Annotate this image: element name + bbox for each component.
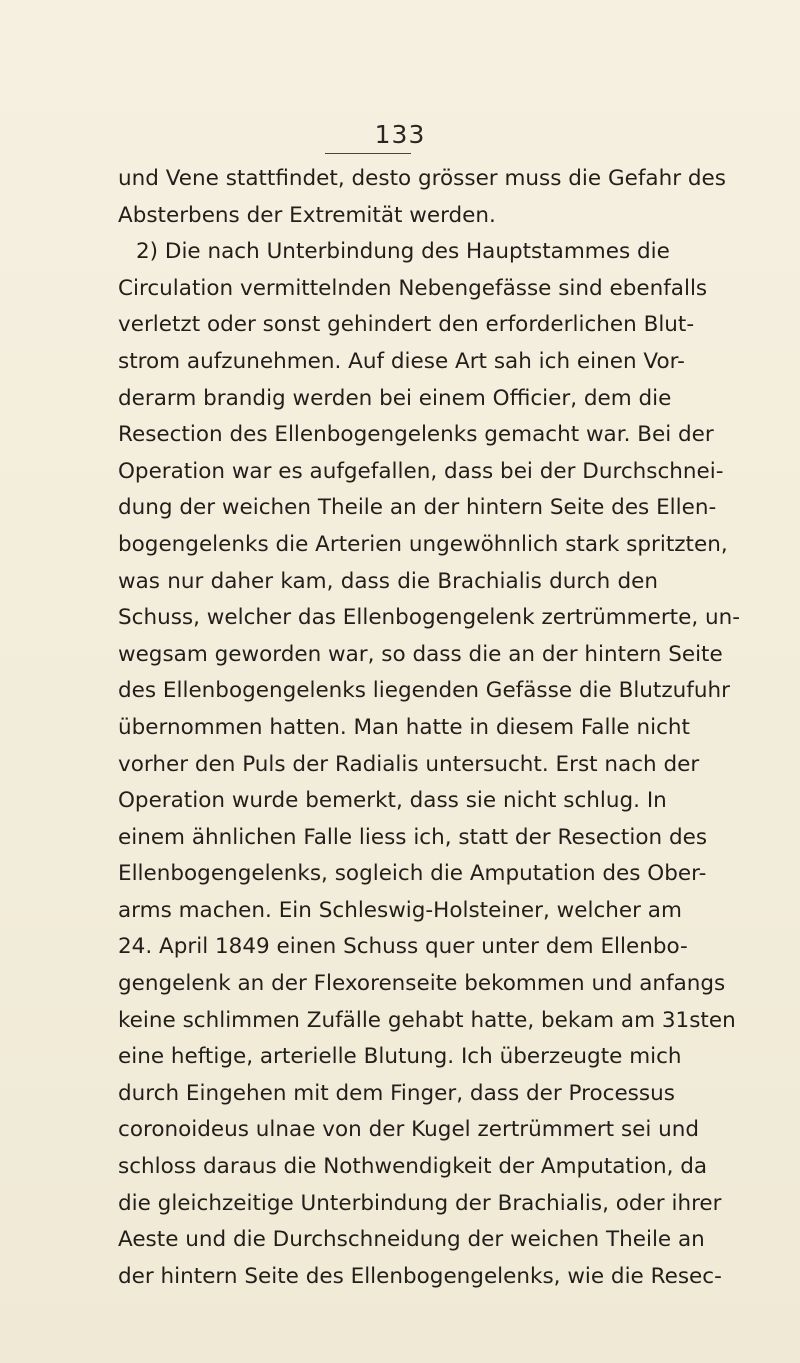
text-line: 2) Die nach Unterbindung des Hauptstammes die <box>136 239 670 265</box>
text-line: und Vene stattfindet, desto grösser muss die Gefahr des <box>118 166 726 191</box>
text-line: Aeste und die Durchschneidung der weichen Theile an <box>118 1227 705 1253</box>
text-line: schloss daraus die Nothwendigkeit der Amputation, da <box>118 1154 708 1180</box>
text-line: Resection des Ellenbogengelenks gemacht war. Bei der <box>118 422 714 448</box>
text-line: Ellenbogengelenks, sogleich die Amputation des Ober- <box>118 861 707 887</box>
body-text <box>118 161 740 1295</box>
text-line: Operation war es aufgefallen, dass bei der Durchschnei- <box>118 458 724 484</box>
text-line: derarm brandig werden bei einem Officier, dem die <box>118 385 672 411</box>
text-line: keine schlimmen Zufälle gehabt hatte, bekam am 31sten <box>118 1007 736 1033</box>
text-line: des Ellenbogengelenks liegenden Gefässe die Blutzufuhr <box>118 678 730 704</box>
text-line: was nur daher kam, dass die Brachialis durch den <box>118 568 658 594</box>
text-line: 24. April 1849 einen Schuss quer unter dem Ellenbo- <box>118 934 688 960</box>
text-line: bogengelenks die Arterien ungewöhnlich stark spritzten, <box>118 531 728 557</box>
text-line: dung der weichen Theile an der hintern Seite des Ellen- <box>118 495 717 521</box>
text-line: Circulation vermittelnden Nebengefässe sind ebenfalls <box>118 275 708 301</box>
text-line: übernommen hatten. Man hatte in diesem Falle nicht <box>118 714 690 740</box>
text-line: vorher den Puls der Radialis untersucht. Erst nach der <box>118 751 700 777</box>
text-line: wegsam geworden war, so dass die an der hintern Seite <box>118 641 723 667</box>
text-line: Schuss, welcher das Ellenbogengelenk zertrümmerte, un- <box>118 605 740 631</box>
page-number-rule <box>325 153 411 154</box>
text-line: Absterbens der Extremität werden. <box>118 202 496 228</box>
text-line: eine heftige, arterielle Blutung. Ich überzeugte mich <box>118 1044 682 1070</box>
page-number: 133 <box>374 120 426 149</box>
text-line: durch Eingehen mit dem Finger, dass der Processus <box>118 1080 675 1106</box>
text-line: coronoideus ulnae von der Kugel zertrümmert sei und <box>118 1117 700 1143</box>
text-line: gengelenk an der Flexorenseite bekommen und anfangs <box>118 971 726 997</box>
text-line: die gleichzeitige Unterbindung der Brachialis, oder ihrer <box>118 1190 722 1216</box>
text-line: Operation wurde bemerkt, dass sie nicht schlug. In <box>118 788 667 814</box>
text-line: der hintern Seite des Ellenbogengelenks, wie die Resec- <box>118 1263 722 1289</box>
text-line: verletzt oder sonst gehindert den erforderlichen Blut- <box>118 312 695 338</box>
text-line: strom aufzunehmen. Auf diese Art sah ich einen Vor- <box>118 348 685 374</box>
text-line: arms machen. Ein Schleswig-Holsteiner, welcher am <box>118 897 682 923</box>
text-line: einem ähnlichen Falle liess ich, statt der Resection des <box>118 824 708 850</box>
